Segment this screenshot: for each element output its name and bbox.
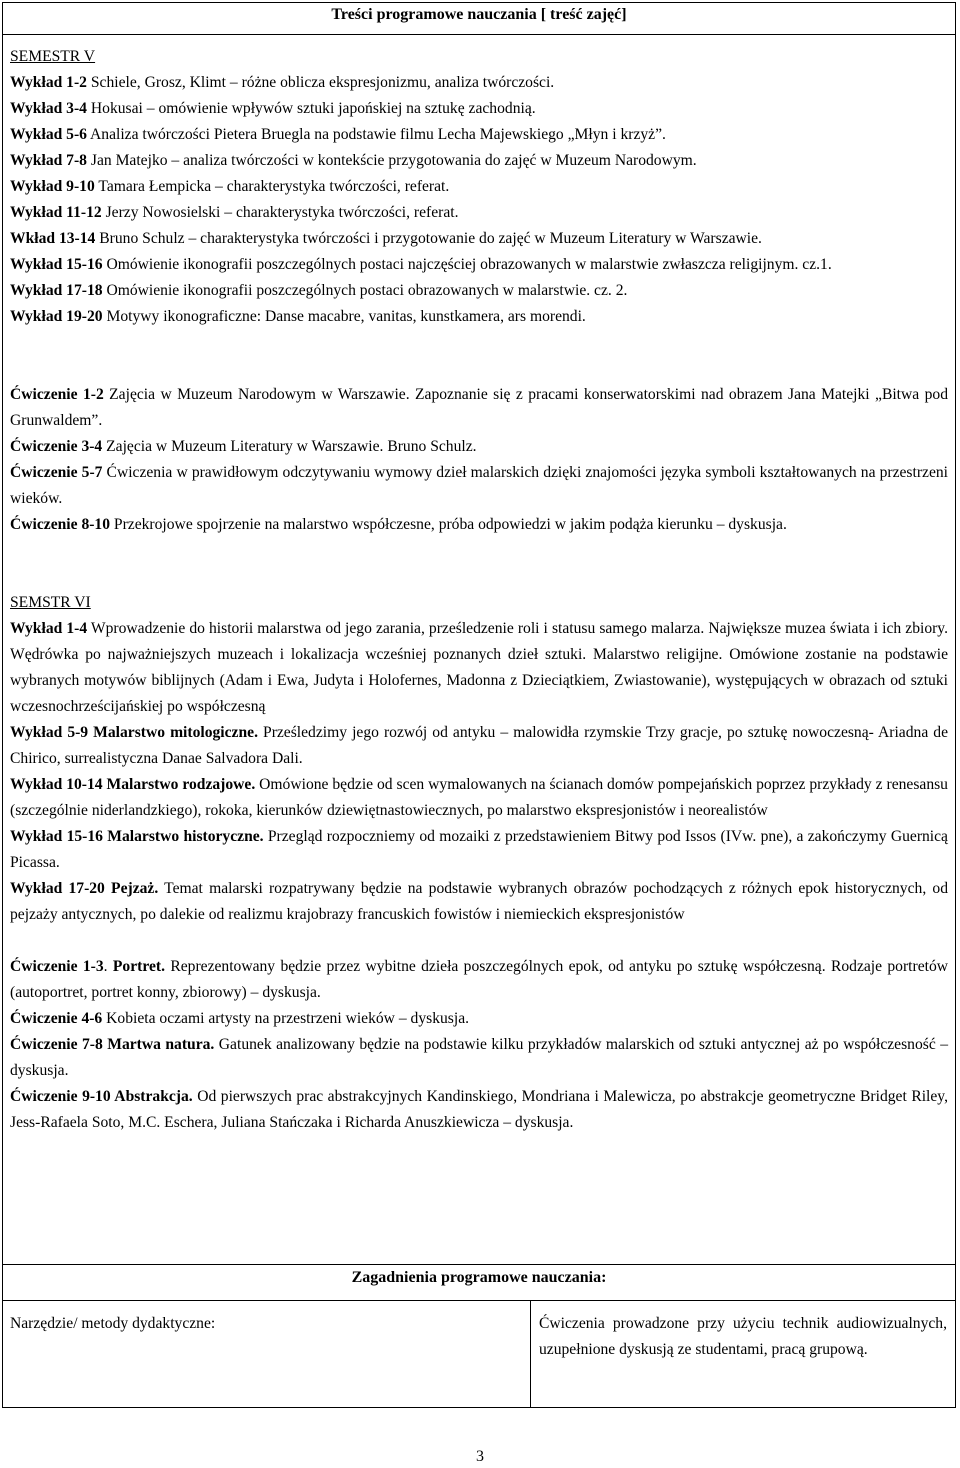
s5-exercise-4: Ćwiczenie 8-10 Przekrojowe spojrzenie na malarstwo współczesne, próba odpowiedzi w jakim podąża kierunku – dyskusja. — [10, 516, 787, 533]
s5-lecture-1: Wykład 1-2 Schiele, Grosz, Klimt – różne oblicza ekspresjonizmu, analiza twórczości. — [10, 74, 555, 91]
s6-lecture-5: Wykład 17-20 Pejzaż. Temat malarski rozpatrywany będzie na podstawie wybranych obrazów pochodzących z różnych epok historycznych, od pejzaży antycznych, po dalekie od realizmu krajobrazy francuskich fowistów i niemieckich ekspresjonistów — [10, 880, 949, 923]
s5-lecture-3: Wykład 5-6 Analiza twórczości Pietera Bruegla na podstawie filmu Lecha Majewskiego „Młyn i krzyż”. — [10, 126, 666, 143]
header-divider — [2, 34, 956, 35]
s6-lecture-1: Wykład 1-4 Wprowadzenie do historii malarstwa od jego zarania, prześledzenie roli i statusu samego malarza. Największe muzea świata i ich zbiory. Wędrówka po najważniejszych muzeach i lokalizacja wcześniej poznanych dzieł sztuki. Malarstwo religijne. Omówione zostanie na podstawie wybranych motywów biblijnych (Adam i Ewa, Judyta i Holofernes, Madonna z Dzieciątkiem, Zwiastowanie), występujących w obrazach od sztuki wczesnochrześcijańskiej po współczesną — [10, 620, 948, 715]
issues-title: Zagadnienia programowe nauczania: — [351, 1269, 607, 1286]
s6-lecture-4: Wykład 15-16 Malarstwo historyczne. Przegląd rozpoczniemy od mozaiki z przedstawieniem Bitwy pod Issos (IVw. pne), a zakończymy Guernicą Picassa. — [10, 828, 948, 871]
s5-lecture-2: Wykład 3-4 Hokusai – omówienie wpływów sztuki japońskiej na sztukę zachodnią. — [10, 100, 536, 117]
semester6-heading: SEMSTR VI — [10, 594, 91, 611]
s5-lecture-7: Wkład 13-14 Bruno Schulz – charakterystyka twórczości i przygotowanie do zajęć w Muzeum Literatury w Warszawie. — [10, 230, 762, 247]
s6-lecture-2: Wykład 5-9 Malarstwo mitologiczne. Prześledzimy jego rozwój od antyku – malowidła rzymskie Trzy gracje, po sztukę nowoczesną- Ariadna de Chirico, surrealistyczna Danae Salvadora Dali. — [10, 724, 948, 767]
s5-lecture-6: Wykład 11-12 Jerzy Nowosielski – charakterystyka twórczości, referat. — [10, 204, 459, 221]
s6-exercise-2: Ćwiczenie 4-6 Kobieta oczami artysty na przestrzeni wieków – dyskusja. — [10, 1010, 470, 1027]
s5-exercise-1: Ćwiczenie 1-2 Zajęcia w Muzeum Narodowym w Warszawie. Zapoznanie się z pracami konserwatorskimi nad obrazem Jana Matejki „Bitwa pod Grunwaldem”. — [10, 386, 948, 429]
issues-bottom-divider — [2, 1300, 956, 1301]
tools-column-divider — [530, 1300, 531, 1408]
s5-lecture-9: Wykład 17-18 Omówienie ikonografii poszczególnych postaci obrazowanych w malarstwie. cz. 2. — [10, 282, 628, 299]
tools-label: Narzędzie/ metody dydaktyczne: — [10, 1315, 216, 1332]
s6-exercise-4: Ćwiczenie 9-10 Abstrakcja. Od pierwszych prac abstrakcyjnych Kandinskiego, Mondriana i Malewicza, po abstrakcje geometryczne Bridget Riley, Jess-Rafaela Soto, M.C. Eschera, Juliana Stańczaka i Richarda Anuszkiewicza – dyskusja. — [10, 1088, 948, 1131]
s5-lecture-5: Wykład 9-10 Tamara Łempicka – charakterystyka twórczości, referat. — [10, 178, 450, 195]
s6-exercise-3: Ćwiczenie 7-8 Martwa natura. Gatunek analizowany będzie na podstawie kilku przykładów malarskich od sztuki antycznej aż po współczesność – dyskusja. — [10, 1036, 948, 1079]
tools-value: Ćwiczenia prowadzone przy użyciu technik audiowizualnych, uzupełnione dyskusją ze studentami, pracą grupową. — [539, 1315, 947, 1358]
s6-lecture-3: Wykład 10-14 Malarstwo rodzajowe. Omówione będzie od scen wymalowanych na ścianach domów pompejańskich poprzez przykłady z renesansu (szczególnie niderlandzkiego), rokoka, kierunków dziewiętnastowiecznych, po malarstwo ekspresjonistów i neorealistów — [10, 776, 948, 819]
content-area — [10, 44, 948, 1136]
s5-lecture-4: Wykład 7-8 Jan Matejko – analiza twórczości w kontekście przygotowania do zajęć w Muzeum Narodowym. — [10, 152, 697, 169]
issues-top-divider — [2, 1264, 956, 1265]
header-title: Treści programowe nauczania [ treść zajęć] — [331, 6, 627, 23]
s5-exercise-2: Ćwiczenie 3-4 Zajęcia w Muzeum Literatury w Warszawie. Bruno Schulz. — [10, 438, 477, 455]
semester5-heading: SEMESTR V — [10, 48, 96, 65]
s5-lecture-10: Wykład 19-20 Motywy ikonograficzne: Danse macabre, vanitas, kunstkamera, ars morendi. — [10, 308, 586, 325]
s6-exercise-1: Ćwiczenie 1-3. Portret. Reprezentowany będzie przez wybitne dzieła poszczególnych epok, od antyku po sztukę współczesną. Rodzaje portretów (autoportret, portret konny, zbiorowy) – dyskusja. — [10, 958, 949, 1001]
s5-lecture-8: Wykład 15-16 Omówienie ikonografii poszczególnych postaci najczęściej obrazowanych w malarstwie zwłaszcza religijnym. cz.1. — [10, 256, 832, 273]
s5-exercise-3: Ćwiczenie 5-7 Ćwiczenia w prawidłowym odczytywaniu wymowy dzieł malarskich dzięki znajomości języka symboli kształtowanych na przestrzeni wieków. — [10, 464, 948, 507]
page-number: 3 — [476, 1448, 484, 1465]
